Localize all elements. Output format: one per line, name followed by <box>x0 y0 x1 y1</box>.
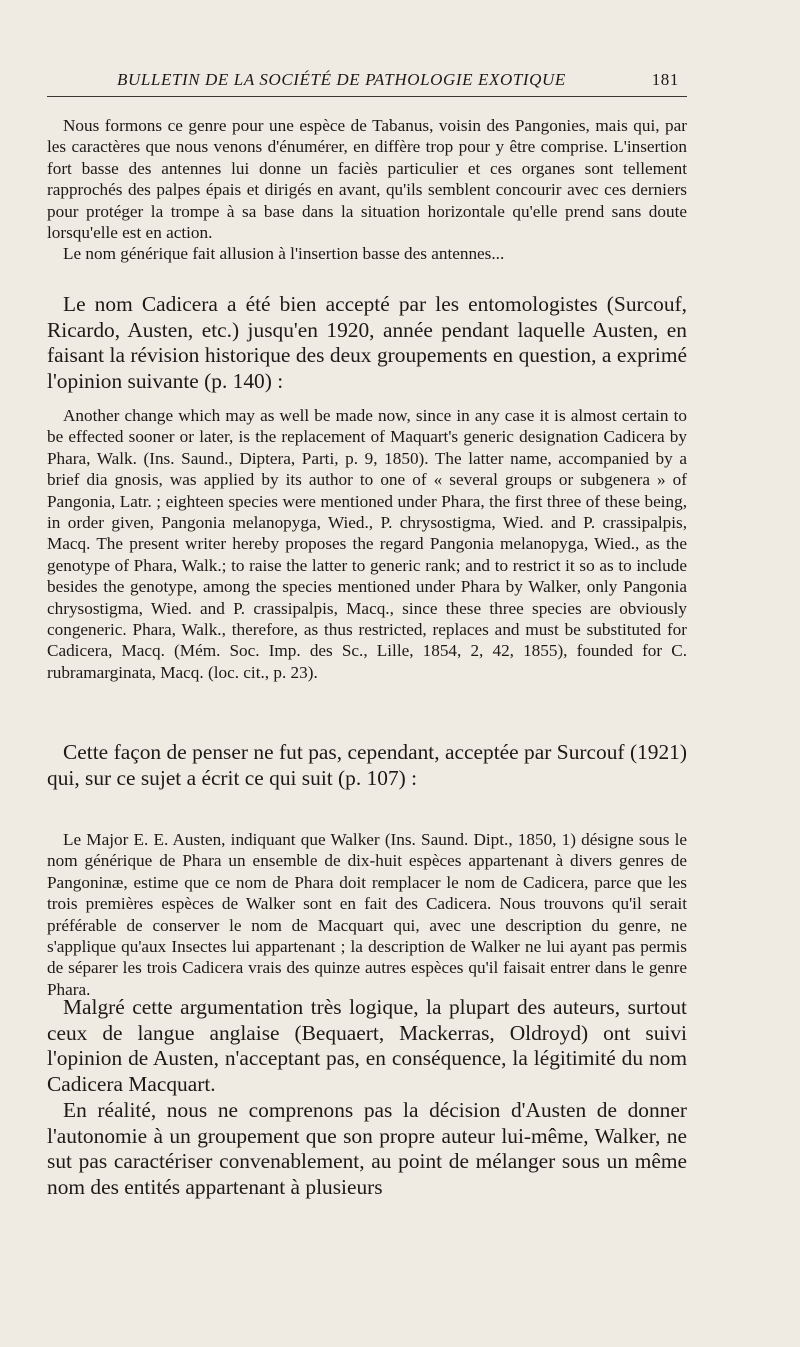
english-block-quote: Another change which may as well be made now, since in any case it is almost certain to be effected sooner or later, is the replacement of Maquart's generic designation Cadicera by Phara, Walk. (Ins. Saund., Diptera, Parti, p. 9, 1850). The latter name, accompanied by a brief dia gnosis, was applied by its author to one of « several groups or subgenera » of Pangonia, Latr. ; eighteen species were mentioned under Phara, the first three of these being, in order given, Pangonia melanopyga, Wied., P. chrysostigma, Wied. and P. crassipalpis, Macq. The present writer hereby proposes the regard Pangonia melanopyga, Wied., as the genotype of Phara, Walk.; to raise the latter to generic rank; and to restrict it so as to include besides the genotype, among the species mentioned under Phara by Walker, only Pangonia chrysostigma, Wied. and P. crassipalpis, Macq., since these three species are obviously congeneric. Phara, Walk., therefore, as thus restricted, replaces and must be substituted for Cadicera, Macq. (Mém. Soc. Imp. des Sc., Lille, 1854, 2, 42, 1855), founded for C. rubramarginata, Macq. (loc. cit., p. 23). <box>47 406 687 682</box>
french-block-quote: Le Major E. E. Austen, indiquant que Walker (Ins. Saund. Dipt., 1850, 1) désigne sous le nom générique de Phara un ensemble de dix-huit espèces appartenant à divers genres de Pangoninæ, estime que ce nom de Phara doit remplacer le nom de Cadicera, parce que les trois premières espèces de Walker sont en fait des Cadicera. Nous trouvons qu'il serait préférable de conserver le nom de Macquart qui, avec une description du genre, ne s'applique qu'aux Insectes lui appartenant ; la description de Walker ne lui ayant pas permis de séparer les trois Cadicera vrais des quinze autres espèces qu'il faisait entrer dans le genre Phara. <box>47 830 687 999</box>
page-number: 181 <box>651 70 679 89</box>
body-paragraph-1: Le nom Cadicera a été bien accepté par les entomologistes (Surcouf, Ricardo, Austen, etc.) jusqu'en 1920, année pendant laquelle Austen, en faisant la révision historique des deux groupements en question, a exprimé l'opinion suivante (p. 140) : <box>47 292 687 393</box>
body-paragraph-3: Malgré cette argumentation très logique, la plupart des auteurs, surtout ceux de langue anglaise (Bequaert, Mackerras, Oldroyd) ont suivi l'opinion de Austen, n'acceptant pas, en conséquence, la légitimité du nom Cadicera Macquart. <box>47 995 687 1096</box>
running-header <box>47 68 687 97</box>
body-paragraph-2: Cette façon de penser ne fut pas, cependant, acceptée par Surcouf (1921) qui, sur ce sujet a écrit ce qui suit (p. 107) : <box>47 740 687 790</box>
intro-quote-closing: Le nom générique fait allusion à l'insertion basse des antennes... <box>63 244 505 264</box>
intro-quote <box>47 115 687 265</box>
intro-quote-paragraph: Nous formons ce genre pour une espèce de Tabanus, voisin des Pangonies, mais qui, par les caractères que nous venons d'énumérer, en diffère trop pour y être comprise. L'insertion fort basse des antennes lui donne un faciès particulier et ces organes sont tellement rapprochés des palpes épais et dirigés en avant, qu'ils semblent concourir avec ces derniers pour protéger la trompe à sa base dans la situation horizontale qu'elle prend sans doute lorsqu'elle est en action. <box>47 116 687 243</box>
body-paragraph-4: En réalité, nous ne comprenons pas la décision d'Austen de donner l'autonomie à un groupement que son propre auteur lui-même, Walker, ne sut pas caractériser convenablement, au point de mélanger sous un même nom des entités appartenant à plusieurs <box>47 1098 687 1199</box>
running-title: BULLETIN DE LA SOCIÉTÉ DE PATHOLOGIE EXOTIQUE <box>117 70 566 89</box>
